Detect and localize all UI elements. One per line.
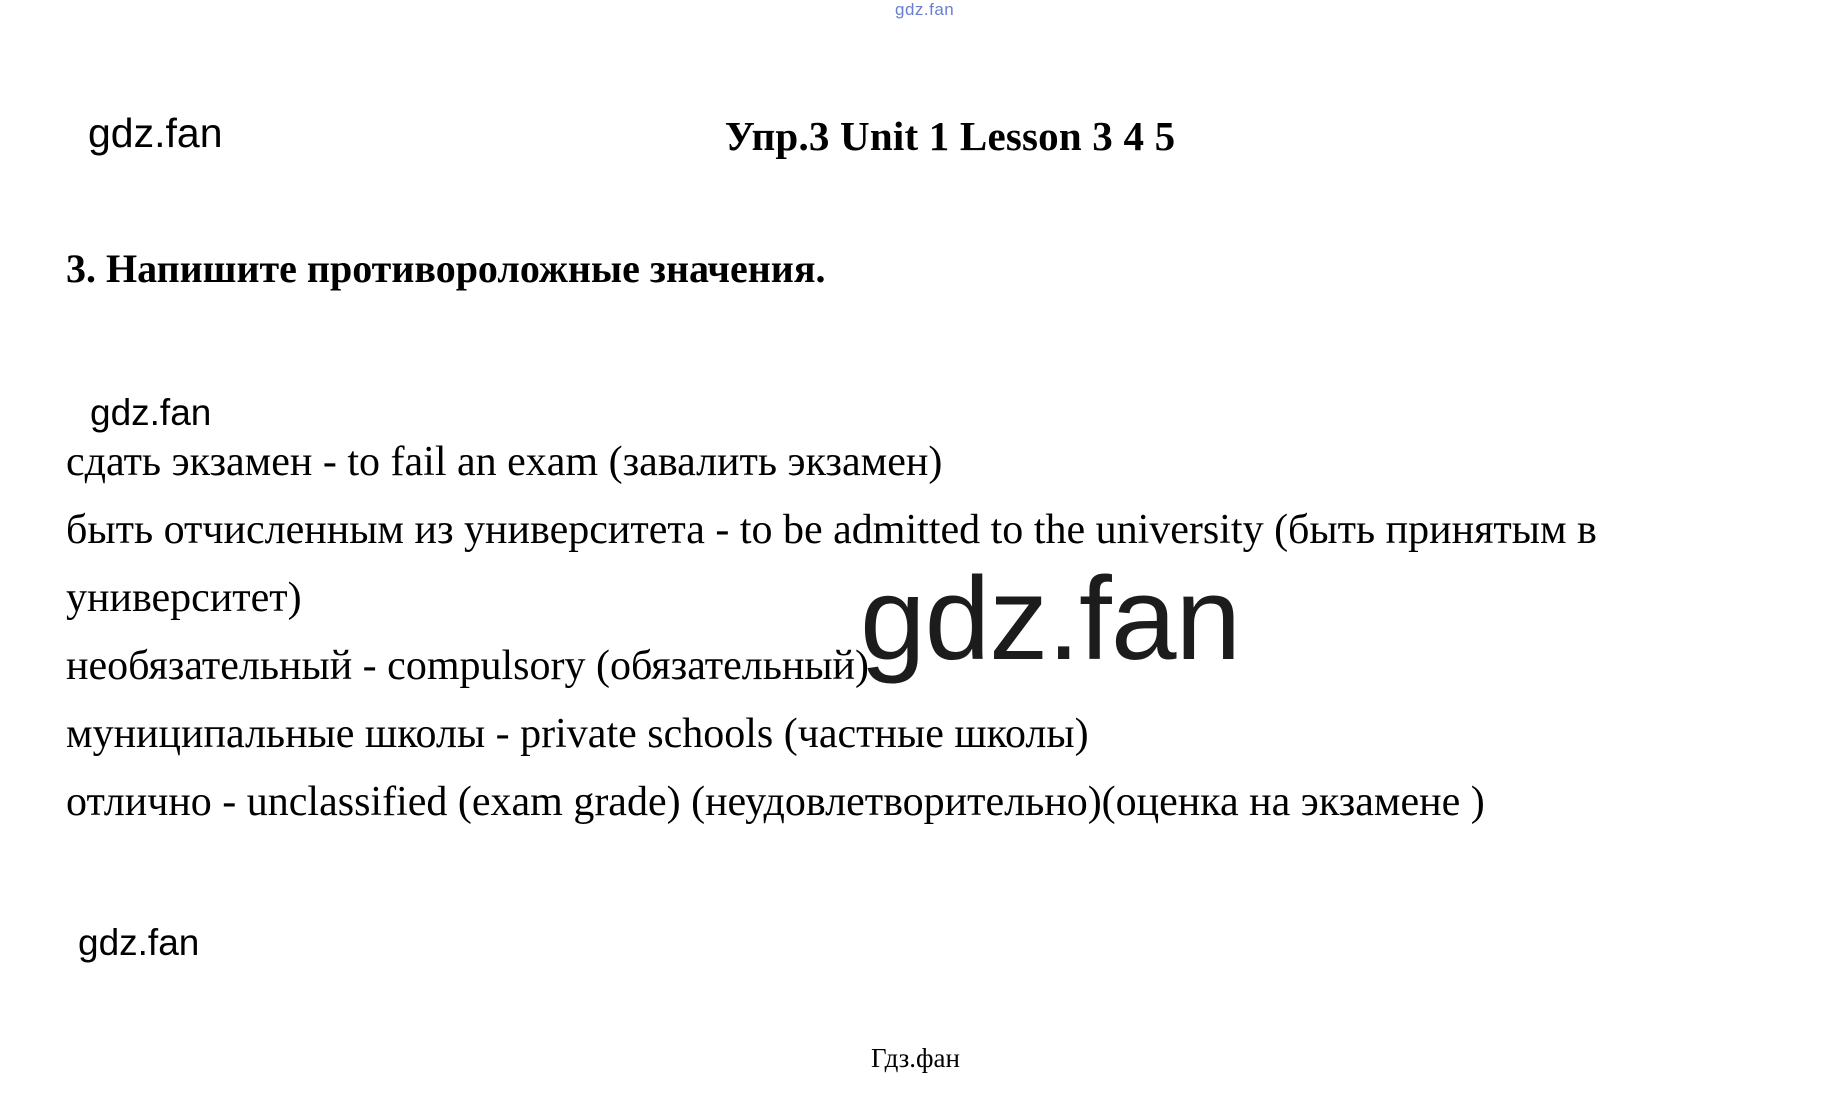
answer-line: отлично - unclassified (exam grade) (неудовлетворительно)(оценка на экзамене ) <box>66 779 1485 826</box>
large-watermark: gdz.fan <box>860 553 1241 685</box>
footer-watermark: Гдз.фан <box>871 1043 960 1073</box>
answer-line: быть отчисленным из университета - to be admitted to the university (быть принятым в университет) <box>66 507 1608 622</box>
answer-line: необязательный - compulsory (обязательный) <box>66 643 870 690</box>
exercise-heading: 3. Напишите противороложные значения. <box>66 246 826 291</box>
inline-watermark-bottom: gdz.fan <box>78 922 200 963</box>
page-title: Упр.3 Unit 1 Lesson 3 4 5 <box>724 113 1176 159</box>
inline-watermark-top: gdz.fan <box>90 392 212 433</box>
top-watermark: gdz.fan <box>895 0 955 19</box>
brand-logo-text: gdz.fan <box>88 110 223 156</box>
answer-line: муниципальные школы - private schools (частные школы) <box>66 711 1089 758</box>
answer-line: сдать экзамен - to fail an exam (завалить экзамен) <box>66 439 943 485</box>
